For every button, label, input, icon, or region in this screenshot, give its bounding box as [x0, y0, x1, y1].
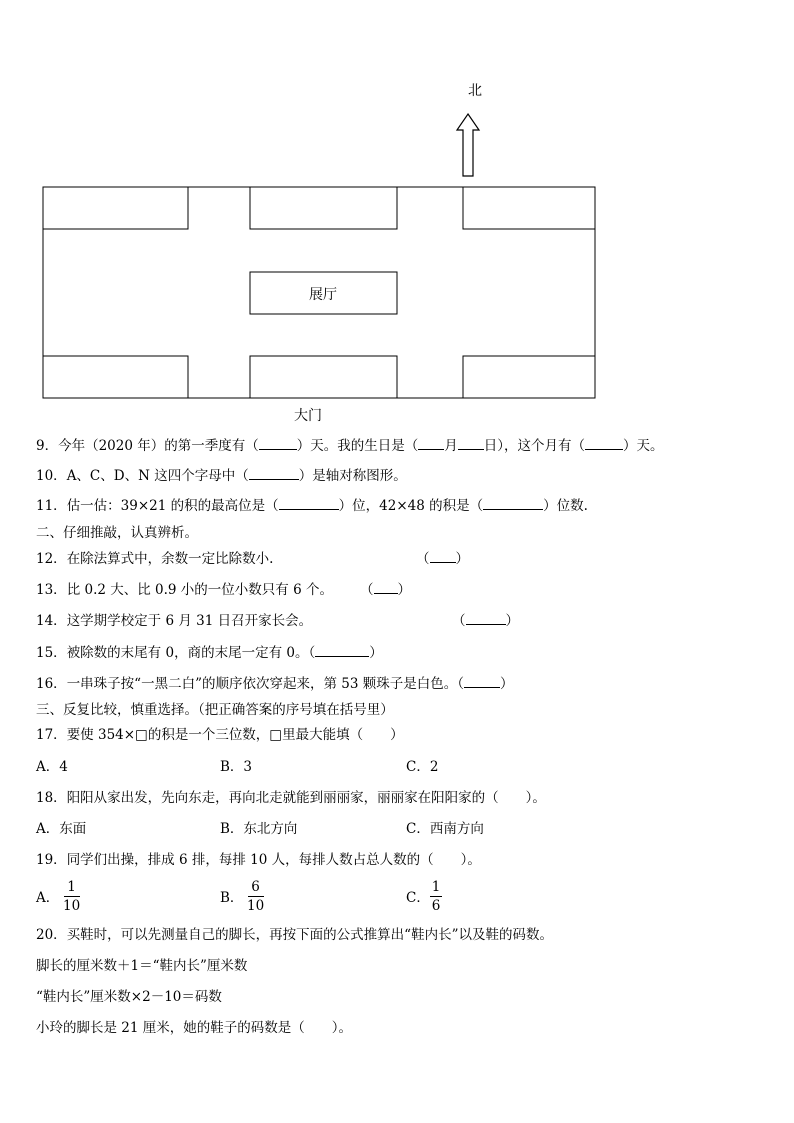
question-11 — [36, 497, 588, 515]
question-number: 20． — [36, 927, 67, 943]
option-b[interactable] — [220, 889, 243, 907]
option-label: A． — [36, 890, 60, 906]
answer-blank[interactable] — [279, 509, 339, 510]
option-a[interactable] — [36, 889, 59, 907]
option-c[interactable]: C．2 — [406, 759, 439, 775]
answer-blank[interactable] — [315, 656, 369, 657]
question-text: 要使 354×□的积是一个三位数，□里最大能填（ ） — [66, 727, 404, 743]
question-text: A、C、D、N 这四个字母中（ — [66, 468, 249, 484]
formula-line-2: “鞋内长”厘米数×2－10＝码数 — [36, 989, 222, 1005]
denominator: 10 — [247, 898, 265, 914]
paren-right: ） — [505, 613, 519, 629]
option-a[interactable]: A．东面 — [36, 821, 87, 837]
question-text: 这学期学校定于 6 月 31 日召开家长会。 — [66, 613, 313, 629]
paren-right: ） — [397, 582, 411, 598]
question-17 — [36, 726, 404, 744]
option-a[interactable]: A．4 — [36, 759, 68, 775]
judgement-paren[interactable] — [452, 612, 519, 630]
section-heading-3: 三、反复比较，慎重选择。（把正确答案的序号填在括号里） — [36, 702, 394, 718]
question-12 — [36, 550, 273, 568]
question-15 — [36, 644, 383, 662]
numerator: 6 — [251, 879, 260, 895]
question-16 — [36, 675, 514, 693]
question-9 — [36, 437, 664, 455]
question-20-ask: 小玲的脚长是 21 厘米，她的鞋子的码数是（ ）。 — [36, 1020, 353, 1036]
judgement-paren[interactable] — [360, 581, 411, 599]
room-top-left — [43, 187, 188, 229]
option-c[interactable]: C．西南方向 — [406, 821, 484, 837]
question-18 — [36, 789, 546, 807]
question-text: ）是轴对称图形。 — [298, 468, 407, 484]
answer-blank[interactable] — [430, 562, 456, 563]
question-number: 11． — [36, 498, 67, 514]
north-arrow-icon — [455, 112, 481, 180]
answer-blank[interactable] — [259, 449, 297, 450]
answer-blank[interactable] — [466, 624, 506, 625]
question-text: 阳阳从家出发，先向东走，再向北走就能到丽丽家，丽丽家在阳阳家的（ ）。 — [66, 790, 546, 806]
question-text: ） — [500, 676, 514, 692]
question-text: 一串珠子按“一黑二白”的顺序依次穿起来，第 53 颗珠子是白色。（ — [66, 676, 465, 692]
question-text: ）天。 — [623, 438, 664, 454]
question-text: ）位，42×48 的积是（ — [338, 498, 484, 514]
room-top-right — [463, 187, 595, 229]
question-text: ）天。我的生日是（ — [296, 438, 419, 454]
answer-blank[interactable] — [458, 449, 484, 450]
room-top-middle — [250, 187, 397, 229]
question-text: 月 — [444, 438, 458, 454]
denominator: 6 — [431, 898, 441, 914]
north-label: 北 — [468, 83, 482, 99]
option-b[interactable]: B．东北方向 — [220, 821, 298, 837]
question-text: 同学们出操，排成 6 排，每排 10 人，每排人数占总人数的（ ）。 — [66, 852, 481, 868]
numerator: 1 — [67, 879, 76, 895]
room-bottom-right — [463, 356, 595, 398]
question-19 — [36, 851, 481, 869]
question-text: 今年（2020 年）的第一季度有（ — [58, 438, 259, 454]
judgement-paren[interactable] — [416, 550, 469, 568]
question-number: 10． — [36, 468, 67, 484]
question-14 — [36, 612, 312, 630]
room-bottom-left — [43, 356, 188, 398]
section-heading-2: 二、仔细推敲，认真辨析。 — [36, 525, 198, 541]
question-number: 9． — [36, 438, 59, 454]
hall-label: 展厅 — [309, 287, 337, 303]
question-13 — [36, 581, 333, 599]
formula-line-1: 脚长的厘米数＋1＝“鞋内长”厘米数 — [36, 958, 248, 974]
paren-left: （ — [452, 613, 466, 629]
fraction-a — [63, 879, 80, 914]
answer-blank[interactable] — [464, 687, 500, 688]
answer-blank[interactable] — [483, 509, 543, 510]
question-number: 17． — [36, 727, 67, 743]
question-text: ）位数. — [543, 498, 588, 514]
option-b[interactable]: B．3 — [220, 759, 253, 775]
paren-right: ） — [455, 551, 469, 567]
option-c[interactable] — [406, 889, 430, 907]
question-text: 日），这个月有（ — [483, 438, 585, 454]
question-text: 在除法算式中，余数一定比除数小. — [66, 551, 274, 567]
numerator: 1 — [431, 879, 441, 895]
gate-label: 大门 — [294, 408, 322, 424]
denominator: 10 — [63, 898, 81, 914]
paren-left: （ — [416, 551, 430, 567]
question-text: 被除数的末尾有 0，商的末尾一定有 0。（ — [66, 645, 316, 661]
question-number: 16． — [36, 676, 67, 692]
fraction-c — [430, 879, 442, 914]
fraction-b — [247, 879, 264, 914]
answer-blank[interactable] — [249, 479, 299, 480]
paren-left: （ — [360, 582, 374, 598]
question-number: 12． — [36, 551, 67, 567]
question-text: 买鞋时，可以先测量自己的脚长，再按下面的公式推算出“鞋内长”以及鞋的码数。 — [66, 927, 553, 943]
option-label: B． — [220, 890, 244, 906]
room-bottom-middle — [250, 356, 397, 398]
question-number: 13． — [36, 582, 67, 598]
question-10 — [36, 467, 407, 485]
question-number: 15． — [36, 645, 67, 661]
question-text: 比 0.2 大、比 0.9 小的一位小数只有 6 个。 — [66, 582, 333, 598]
question-number: 19． — [36, 852, 67, 868]
answer-blank[interactable] — [418, 449, 444, 450]
question-text: ） — [369, 645, 383, 661]
question-20 — [36, 926, 553, 944]
option-label: C． — [406, 890, 430, 906]
question-text: 估一估：39×21 的积的最高位是（ — [66, 498, 279, 514]
answer-blank[interactable] — [585, 449, 623, 450]
question-number: 18． — [36, 790, 67, 806]
question-number: 14． — [36, 613, 67, 629]
answer-blank[interactable] — [374, 593, 398, 594]
